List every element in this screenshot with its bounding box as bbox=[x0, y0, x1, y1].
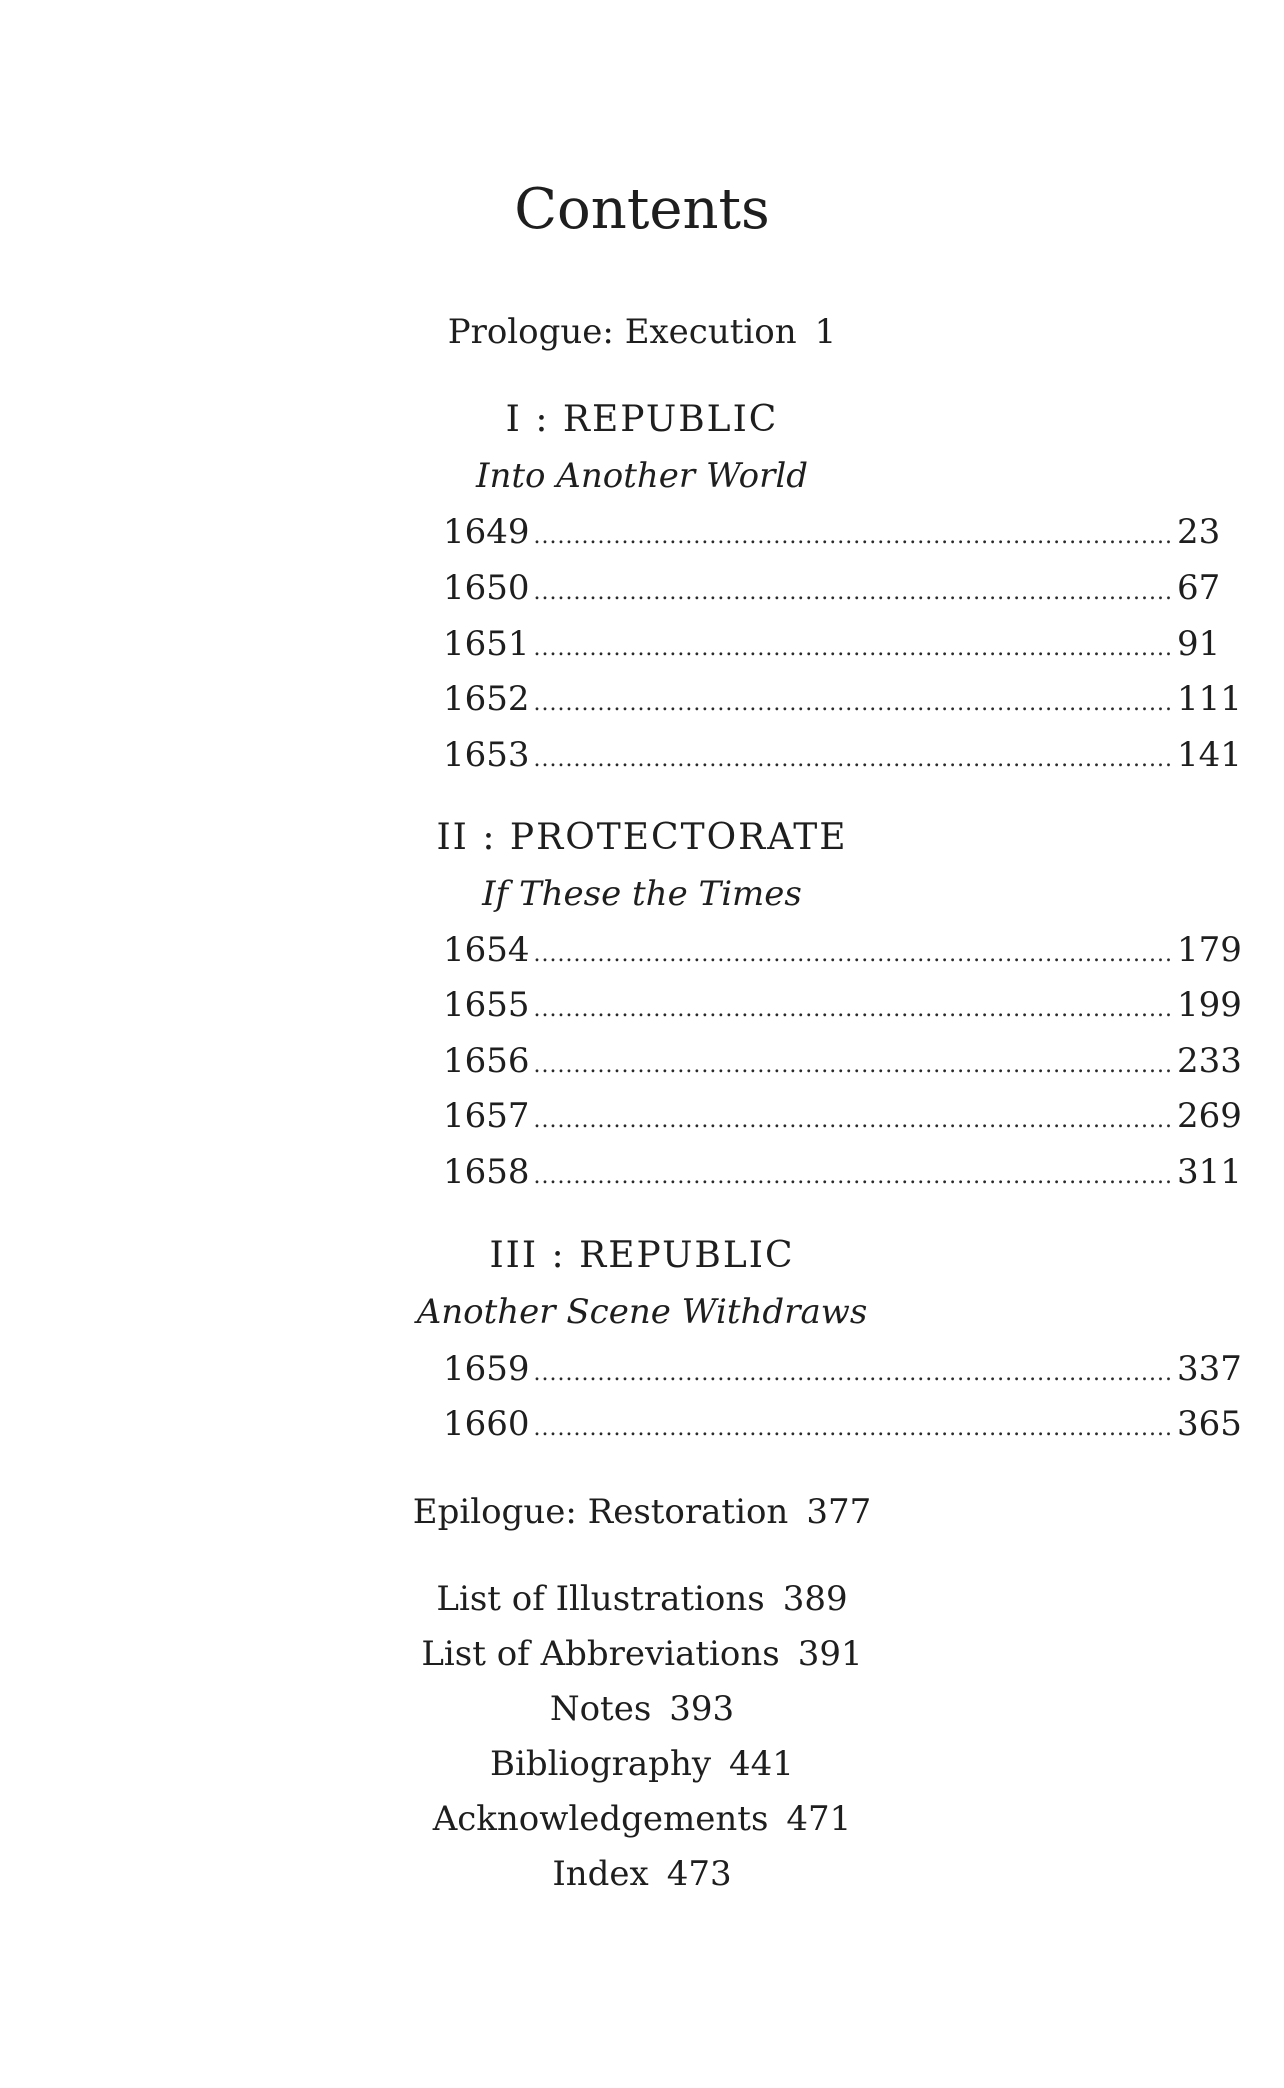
toc-back-matter-item[interactable] bbox=[0, 1852, 1284, 1896]
dot-leader: ................................................................................ bbox=[533, 524, 1173, 549]
page-title: Contents bbox=[514, 177, 770, 242]
toc-entry-year: 1653 bbox=[443, 735, 530, 775]
toc-entry-year: 1655 bbox=[443, 985, 530, 1025]
toc-back-matter-label: Acknowledgements bbox=[432, 1799, 769, 1839]
part-heading: II : PROTECTORATE bbox=[436, 817, 848, 858]
toc-back-matter-page: 471 bbox=[786, 1799, 852, 1839]
toc-epilogue[interactable] bbox=[0, 1490, 1284, 1534]
toc-back-matter-page: 391 bbox=[797, 1634, 863, 1674]
toc-back-matter-label: Index bbox=[552, 1854, 649, 1894]
dot-leader: ................................................................................ bbox=[533, 580, 1173, 605]
toc-entry[interactable] bbox=[443, 1347, 1242, 1391]
toc-entry-page: 23 bbox=[1176, 512, 1221, 552]
dot-leader: ................................................................................ bbox=[533, 691, 1173, 716]
toc-entry-year: 1649 bbox=[443, 512, 530, 552]
dot-leader: ................................................................................ bbox=[533, 1108, 1173, 1133]
toc-entry-page: 111 bbox=[1176, 679, 1242, 719]
toc-back-matter-label: List of Illustrations bbox=[436, 1579, 765, 1619]
toc-back-matter-item[interactable] bbox=[0, 1632, 1284, 1676]
toc-entry-page: 311 bbox=[1176, 1152, 1242, 1192]
toc-back-matter-label: List of Abbreviations bbox=[421, 1634, 780, 1674]
toc-entry-page: 269 bbox=[1176, 1096, 1242, 1136]
toc-back-matter-item[interactable] bbox=[0, 1742, 1284, 1786]
toc-epilogue-page: 377 bbox=[806, 1492, 872, 1532]
toc-entry-year: 1656 bbox=[443, 1041, 530, 1081]
dot-leader: ................................................................................ bbox=[533, 1053, 1173, 1078]
toc-entry[interactable] bbox=[443, 1039, 1242, 1083]
toc-entry-year: 1654 bbox=[443, 930, 530, 970]
toc-entry[interactable] bbox=[443, 1094, 1242, 1138]
toc-entry[interactable] bbox=[443, 928, 1242, 972]
toc-entry[interactable] bbox=[443, 733, 1242, 777]
toc-entry-page: 199 bbox=[1176, 985, 1242, 1025]
toc-entry-year: 1659 bbox=[443, 1349, 530, 1389]
toc-entry-year: 1650 bbox=[443, 568, 530, 608]
part-subtitle: Another Scene Withdraws bbox=[416, 1292, 868, 1332]
toc-back-matter-page: 473 bbox=[666, 1854, 732, 1894]
part-heading: I : REPUBLIC bbox=[505, 399, 779, 440]
part-subtitle: If These the Times bbox=[482, 874, 802, 914]
part-subtitle: Into Another World bbox=[476, 456, 808, 496]
toc-entry[interactable] bbox=[443, 566, 1221, 610]
toc-entry-year: 1660 bbox=[443, 1404, 530, 1444]
toc-back-matter-page: 441 bbox=[729, 1744, 794, 1784]
toc-entry-year: 1652 bbox=[443, 679, 530, 719]
toc-back-matter-item[interactable] bbox=[0, 1577, 1284, 1621]
toc-entry[interactable] bbox=[443, 983, 1242, 1027]
toc-entry-year: 1658 bbox=[443, 1152, 530, 1192]
toc-entry[interactable] bbox=[443, 510, 1221, 554]
toc-entry-page: 233 bbox=[1176, 1041, 1242, 1081]
dot-leader: ................................................................................ bbox=[533, 1164, 1173, 1189]
part-heading: III : REPUBLIC bbox=[489, 1235, 795, 1276]
toc-entry-page: 365 bbox=[1176, 1404, 1242, 1444]
toc-prologue-label: Prologue: Execution bbox=[447, 312, 797, 352]
toc-prologue[interactable] bbox=[0, 310, 1284, 354]
toc-prologue-page: 1 bbox=[814, 312, 837, 352]
toc-back-matter-item[interactable] bbox=[0, 1687, 1284, 1731]
toc-entry-page: 67 bbox=[1176, 568, 1221, 608]
toc-back-matter-label: Notes bbox=[549, 1689, 652, 1729]
toc-back-matter-page: 389 bbox=[782, 1579, 848, 1619]
toc-entry[interactable] bbox=[443, 1402, 1242, 1446]
toc-entry-page: 141 bbox=[1176, 735, 1242, 775]
toc-entry-page: 179 bbox=[1176, 930, 1242, 970]
toc-entry-page: 337 bbox=[1176, 1349, 1242, 1389]
toc-epilogue-label: Epilogue: Restoration bbox=[412, 1492, 789, 1532]
toc-entry-year: 1651 bbox=[443, 624, 530, 664]
toc-entry[interactable] bbox=[443, 1150, 1242, 1194]
dot-leader: ................................................................................ bbox=[533, 747, 1173, 772]
dot-leader: ................................................................................ bbox=[533, 942, 1173, 967]
dot-leader: ................................................................................ bbox=[533, 997, 1173, 1022]
dot-leader: ................................................................................ bbox=[533, 1416, 1173, 1441]
dot-leader: ................................................................................ bbox=[533, 636, 1173, 661]
toc-back-matter-page: 393 bbox=[669, 1689, 735, 1729]
toc-entry-year: 1657 bbox=[443, 1096, 530, 1136]
dot-leader: ................................................................................ bbox=[533, 1361, 1173, 1386]
toc-back-matter-label: Bibliography bbox=[490, 1744, 712, 1784]
toc-back-matter-item[interactable] bbox=[0, 1797, 1284, 1841]
toc-entry[interactable] bbox=[443, 677, 1242, 721]
toc-entry-page: 91 bbox=[1176, 624, 1221, 664]
toc-entry[interactable] bbox=[443, 622, 1221, 666]
